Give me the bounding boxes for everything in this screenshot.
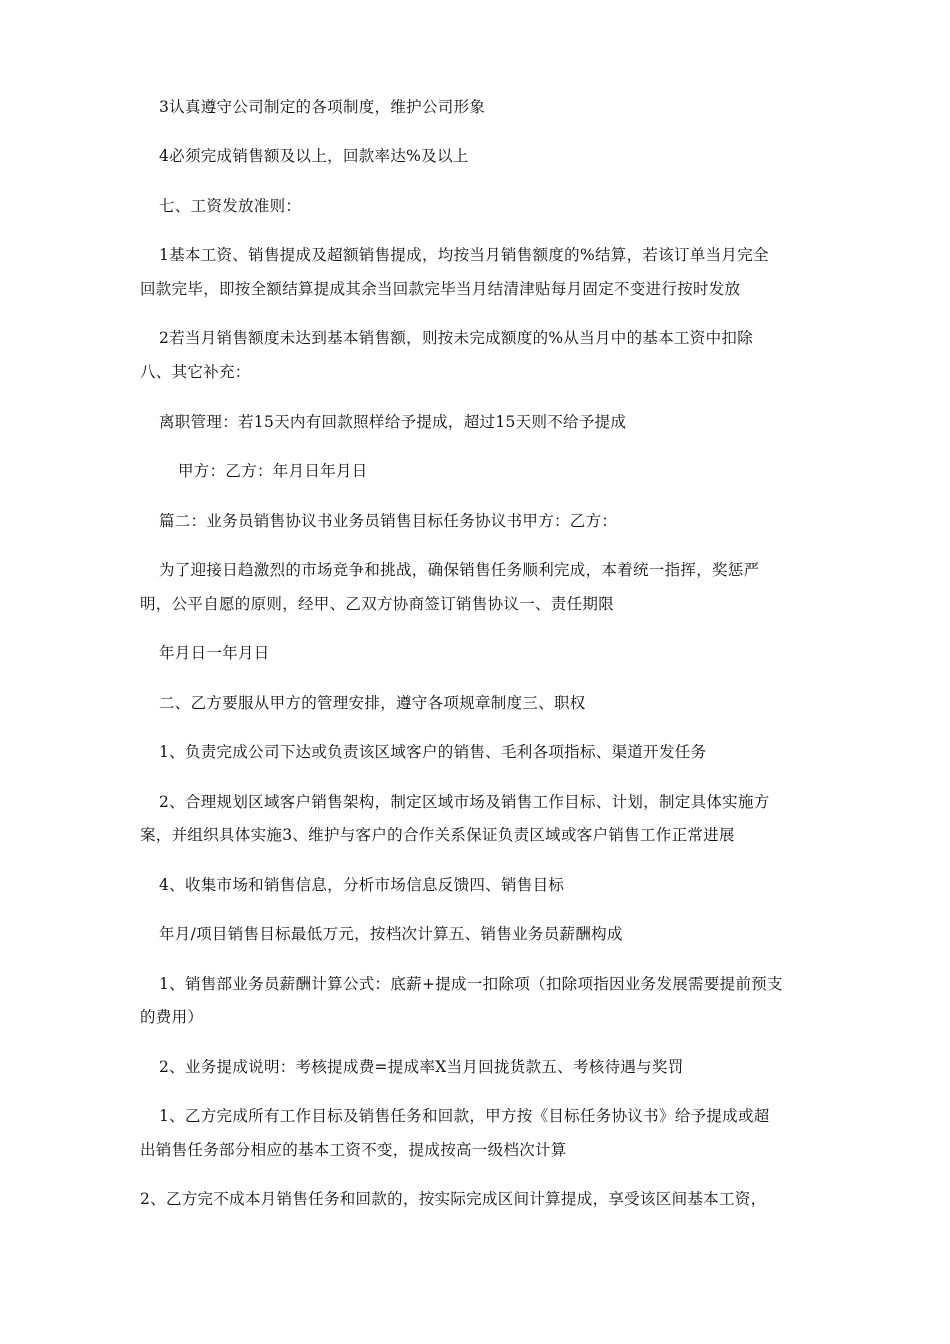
section-heading: 八、其它补充： xyxy=(140,363,251,381)
paragraph-line: 4、收集市场和销售信息，分析市场信息反馈四、销售目标 xyxy=(159,876,565,894)
paragraph-line: 3认真遵守公司制定的各项制度，维护公司形象 xyxy=(159,98,486,116)
paragraph-line: 案，并组织具体实施3、维护与客户的合作关系保证负责区域或客户销售工作正常进展 xyxy=(140,826,735,844)
paragraph-line: 2、乙方完不成本月销售任务和回款的，按实际完成区间计算提成，享受该区间基本工资， xyxy=(140,1190,767,1208)
paragraph-line: 2、合理规划区域客户销售架构，制定区域市场及销售工作目标、计划，制定具体实施方 xyxy=(159,793,770,811)
paragraph-line: 年月/项目销售目标最低万元，按档次计算五、销售业务员薪酬构成 xyxy=(159,925,623,943)
signature-line: 甲方：乙方：年月日年月日 xyxy=(178,462,368,480)
paragraph-line: 的费用） xyxy=(140,1008,204,1026)
paragraph-line: 1、乙方完成所有工作目标及销售任务和回款，甲方按《目标任务协议书》给予提成或超 xyxy=(159,1107,770,1125)
section-heading: 七、工资发放准则： xyxy=(159,197,302,215)
paragraph-line: 1、销售部业务员薪酬计算公式：底薪+提成一扣除项（扣除项指因业务发展需要提前预支 xyxy=(159,975,783,993)
paragraph-line: 2、业务提成说明：考核提成费=提成率X当月回拢货款五、考核待遇与奖罚 xyxy=(159,1058,684,1076)
paragraph-line: 1、负责完成公司下达或负责该区域客户的销售、毛利各项指标、渠道开发任务 xyxy=(159,743,707,761)
paragraph-line: 出销售任务部分相应的基本工资不变，提成按高一级档次计算 xyxy=(140,1141,567,1159)
paragraph-line: 年月日一年月日 xyxy=(159,644,270,662)
section-heading: 二、乙方要服从甲方的管理安排，遵守各项规章制度三、职权 xyxy=(159,694,586,712)
paragraph-line: 4必须完成销售额及以上，回款率达%及以上 xyxy=(159,147,469,165)
paragraph-line: 为了迎接日趋激烈的市场竞争和挑战，确保销售任务顺利完成，本着统一指挥，奖惩严 xyxy=(159,561,760,579)
paragraph-line: 1基本工资、销售提成及超额销售提成，均按当月销售额度的%结算，若该订单当月完全 xyxy=(159,246,769,264)
paragraph-line: 离职管理：若15天内有回款照样给予提成，超过15天则不给予提成 xyxy=(159,413,627,431)
section-heading: 篇二：业务员销售协议书业务员销售目标任务协议书甲方：乙方： xyxy=(159,512,618,530)
paragraph-line: 2若当月销售额度未达到基本销售额，则按未完成额度的%从当月中的基本工资中扣除 xyxy=(159,329,753,347)
paragraph-line: 回款完毕，即按全额结算提成其余当回款完毕当月结清津贴每月固定不变进行按时发放 xyxy=(140,280,741,298)
paragraph-line: 明，公平自愿的原则，经甲、乙双方协商签订销售协议一、责任期限 xyxy=(140,595,615,613)
